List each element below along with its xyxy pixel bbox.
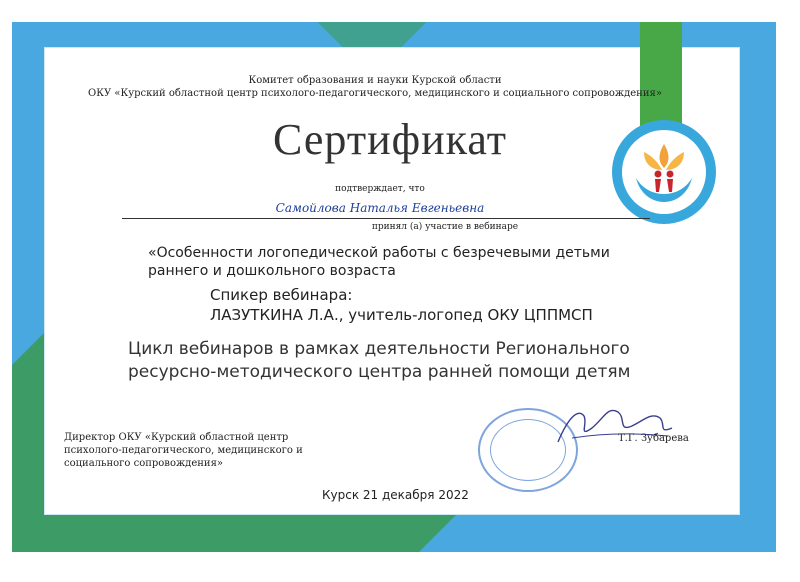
- speaker-label: Спикер вебинара:: [210, 286, 353, 304]
- director-title: Директор ОКУ «Курский областной центр психолого-педагогического, медицинского и социального сопровождения»: [64, 432, 303, 469]
- place-date: Курск 21 декабря 2022: [322, 488, 469, 502]
- recipient-underline: [122, 218, 650, 219]
- org-line-center: ОКУ «Курский областной центр психолого-педагогического, медицинского и социального сопровождения»: [88, 88, 662, 99]
- webinar-topic: «Особенности логопедической работы с безречевыми детьми раннего и дошкольного возраста: [148, 245, 610, 279]
- webinar-cycle: Цикл вебинаров в рамках деятельности Регионального ресурсно-методического центра ранней помощи детям: [128, 339, 631, 382]
- speaker-name: ЛАЗУТКИНА Л.А., учитель-логопед ОКУ ЦППМСП: [210, 306, 593, 324]
- recipient-name: Самойлова Наталья Евгеньевна: [275, 201, 485, 215]
- emblem-logo: [612, 120, 716, 224]
- signer-name: Т.Г. Зубарева: [618, 433, 689, 444]
- signature: [548, 398, 688, 458]
- org-line-committee: Комитет образования и науки Курской области: [248, 75, 502, 86]
- participated-text: принял (а) участие в вебинаре: [371, 222, 519, 232]
- family-hands-icon: [622, 130, 706, 214]
- confirms-text: подтверждает, что: [335, 184, 425, 194]
- certificate-title: Сертификат: [273, 115, 507, 164]
